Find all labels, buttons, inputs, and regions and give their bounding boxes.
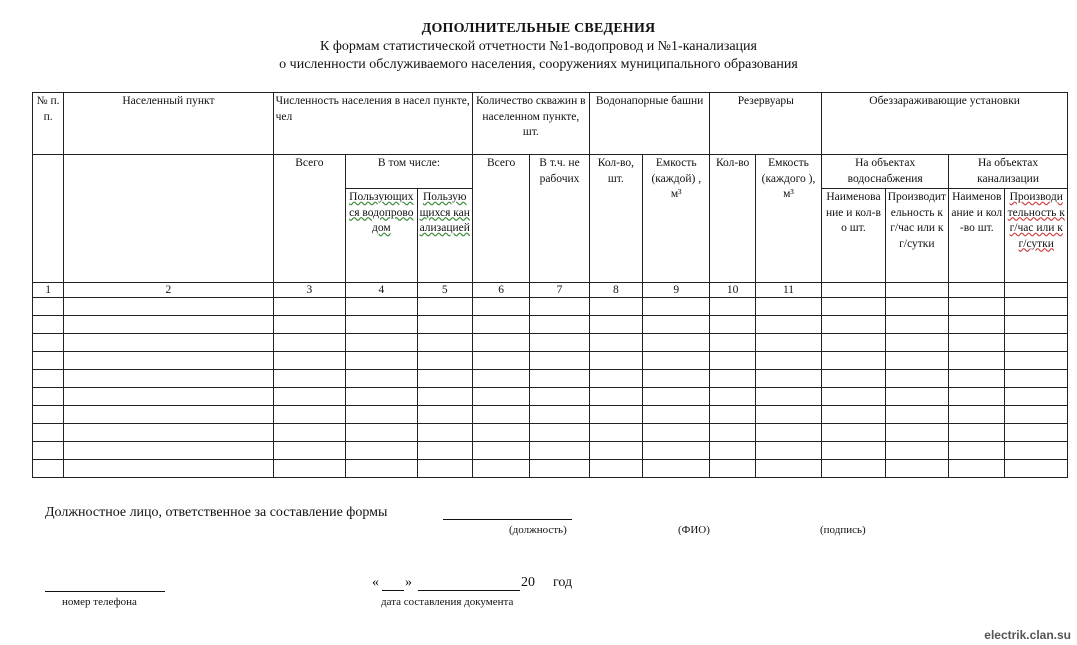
table-cell[interactable] [643, 298, 710, 316]
table-cell[interactable] [822, 352, 885, 370]
name-label: (ФИО) [678, 524, 710, 536]
header-disinfection: Обеззараживающие установки [822, 93, 1068, 155]
table-cell[interactable] [417, 460, 472, 478]
table-cell[interactable] [589, 316, 642, 334]
table-cell[interactable] [1005, 388, 1068, 406]
table-cell[interactable] [755, 334, 821, 352]
table-cell[interactable] [643, 460, 710, 478]
table-cell[interactable] [33, 298, 64, 316]
table-cell[interactable] [530, 334, 589, 352]
table-cell[interactable] [33, 406, 64, 424]
column-number: 6 [472, 283, 529, 298]
table-cell[interactable] [589, 406, 642, 424]
table-cell[interactable] [643, 388, 710, 406]
form-title: ДОПОЛНИТЕЛЬНЫЕ СВЕДЕНИЯ [421, 21, 656, 36]
header-sewer-users-text: Пользующихся канализацией [419, 191, 470, 234]
table-cell[interactable] [530, 424, 589, 442]
table-cell[interactable] [472, 460, 529, 478]
column-number-row [33, 283, 1068, 298]
table-cell[interactable] [949, 370, 1005, 388]
table-cell[interactable] [885, 370, 948, 388]
header-population-text: Численность населения в насел пункте, чел [275, 95, 470, 123]
table-cell[interactable] [589, 298, 642, 316]
table-cell[interactable] [643, 424, 710, 442]
table-cell[interactable] [710, 370, 755, 388]
table-cell[interactable] [822, 298, 885, 316]
table-cell[interactable] [346, 460, 417, 478]
column-number-empty [822, 283, 885, 298]
table-cell[interactable] [949, 388, 1005, 406]
table-cell[interactable] [822, 424, 885, 442]
header-number-cont [33, 155, 64, 283]
table-cell[interactable] [589, 334, 642, 352]
table-cell[interactable] [949, 442, 1005, 460]
table-cell[interactable] [417, 424, 472, 442]
table-cell[interactable] [589, 442, 642, 460]
table-cell[interactable] [710, 352, 755, 370]
table-cell[interactable] [346, 352, 417, 370]
table-cell[interactable] [755, 460, 821, 478]
table-cell[interactable] [273, 298, 345, 316]
header-not-working: В т.ч. не рабочих [530, 155, 589, 283]
header-towers-capacity: Емкость (каждой) , м³ [643, 155, 710, 283]
header-capacity-sewer-text: Производительность кг/час или кг/сутки [1007, 191, 1065, 250]
table-cell[interactable] [755, 316, 821, 334]
table-cell[interactable] [755, 406, 821, 424]
table-cell[interactable] [755, 388, 821, 406]
table-cell[interactable] [643, 316, 710, 334]
table-cell[interactable] [33, 352, 64, 370]
official-label: Должностное лицо, ответственное за составление формы [45, 505, 388, 520]
table-cell[interactable] [33, 370, 64, 388]
table-cell[interactable] [949, 406, 1005, 424]
table-cell[interactable] [64, 388, 273, 406]
statistics-table [32, 92, 1068, 478]
header-pop-total: Всего [273, 155, 345, 283]
table-cell[interactable] [885, 316, 948, 334]
table-cell[interactable] [643, 406, 710, 424]
table-cell[interactable] [1005, 370, 1068, 388]
table-cell[interactable] [64, 424, 273, 442]
column-number: 5 [417, 283, 472, 298]
header-reservoirs: Резервуары [710, 93, 822, 155]
watermark: electrik.clan.su [984, 628, 1071, 642]
table-cell[interactable] [64, 460, 273, 478]
form-subtitle-1: К формам статистической отчетности №1-водопровод и №1-канализация [320, 39, 757, 54]
table-cell[interactable] [1005, 334, 1068, 352]
date-open-quote: « [372, 575, 379, 590]
table-cell[interactable] [755, 424, 821, 442]
table-cell[interactable] [885, 352, 948, 370]
table-cell[interactable] [589, 460, 642, 478]
table-cell[interactable] [822, 316, 885, 334]
table-row [33, 370, 1068, 388]
table-cell[interactable] [530, 298, 589, 316]
table-cell[interactable] [530, 442, 589, 460]
column-number: 7 [530, 283, 589, 298]
table-cell[interactable] [417, 316, 472, 334]
table-cell[interactable] [1005, 352, 1068, 370]
header-sewer-objects: На объектах канализации [949, 155, 1068, 189]
table-cell[interactable] [885, 442, 948, 460]
table-cell[interactable] [273, 388, 345, 406]
table-cell[interactable] [710, 334, 755, 352]
header-towers: Водонапорные башни [589, 93, 710, 155]
table-cell[interactable] [64, 370, 273, 388]
table-cell[interactable] [33, 442, 64, 460]
column-number: 10 [710, 283, 755, 298]
table-cell[interactable] [710, 298, 755, 316]
table-cell[interactable] [885, 334, 948, 352]
table-cell[interactable] [755, 370, 821, 388]
table-cell[interactable] [885, 460, 948, 478]
year-suffix: год [553, 575, 573, 590]
column-number: 2 [64, 283, 273, 298]
header-water-objects: На объектах водоснабжения [822, 155, 949, 189]
table-cell[interactable] [346, 370, 417, 388]
table-cell[interactable] [33, 334, 64, 352]
table-cell[interactable] [33, 424, 64, 442]
table-cell[interactable] [64, 334, 273, 352]
header-sewer-users [417, 189, 472, 283]
header-res-capacity: Емкость (каждого ), м³ [755, 155, 821, 283]
header-settlement-cont [64, 155, 273, 283]
header-name-qty-water: Наименование и кол-во шт. [822, 189, 885, 283]
table-cell[interactable] [417, 334, 472, 352]
data-rows [33, 298, 1068, 478]
table-cell[interactable] [33, 316, 64, 334]
phone-label: номер телефона [62, 596, 137, 608]
table-row [33, 442, 1068, 460]
header-capacity-sewer [1005, 189, 1068, 283]
table-cell[interactable] [1005, 406, 1068, 424]
table-cell[interactable] [33, 388, 64, 406]
header-wells-total: Всего [472, 155, 529, 283]
table-cell[interactable] [472, 406, 529, 424]
column-number-empty [949, 283, 1005, 298]
table-cell[interactable] [472, 442, 529, 460]
table-row [33, 298, 1068, 316]
table-cell[interactable] [949, 334, 1005, 352]
header-settlement: Населенный пункт [64, 93, 273, 155]
table-cell[interactable] [885, 298, 948, 316]
table-row [33, 406, 1068, 424]
header-water-users-text: Пользующихся водопроводом [349, 191, 414, 234]
table-cell[interactable] [417, 406, 472, 424]
table-row [33, 352, 1068, 370]
header-name-qty-sewer: Наименование и кол-во шт. [949, 189, 1005, 283]
table-cell[interactable] [417, 298, 472, 316]
table-cell[interactable] [417, 442, 472, 460]
table-cell[interactable] [885, 406, 948, 424]
table-row [33, 424, 1068, 442]
table-cell[interactable] [417, 370, 472, 388]
table-cell[interactable] [273, 334, 345, 352]
table-cell[interactable] [472, 370, 529, 388]
header-capacity-water: Производительность кг/час или кг/сутки [885, 189, 948, 283]
table-cell[interactable] [885, 424, 948, 442]
table-cell[interactable] [273, 316, 345, 334]
table-cell[interactable] [530, 370, 589, 388]
table-cell[interactable] [472, 352, 529, 370]
table-cell[interactable] [949, 298, 1005, 316]
table-cell[interactable] [643, 442, 710, 460]
table-cell[interactable] [530, 352, 589, 370]
column-number: 9 [643, 283, 710, 298]
table-row [33, 316, 1068, 334]
table-cell[interactable] [346, 424, 417, 442]
position-label: (должность) [509, 524, 567, 536]
table-cell[interactable] [33, 460, 64, 478]
table-cell[interactable] [472, 424, 529, 442]
table-cell[interactable] [1005, 442, 1068, 460]
column-number: 4 [346, 283, 417, 298]
phone-line[interactable] [45, 575, 165, 592]
table-cell[interactable] [472, 388, 529, 406]
header-number: № п. п. [33, 93, 64, 155]
table-cell[interactable] [710, 406, 755, 424]
table-cell[interactable] [885, 388, 948, 406]
date-label: дата составления документа [381, 596, 514, 608]
column-number: 1 [33, 283, 64, 298]
header-including: В том числе: [346, 155, 473, 189]
table-cell[interactable] [949, 460, 1005, 478]
month-line[interactable] [418, 575, 520, 591]
table-cell[interactable] [530, 316, 589, 334]
table-cell[interactable] [1005, 316, 1068, 334]
column-number: 8 [589, 283, 642, 298]
table-cell[interactable] [710, 424, 755, 442]
table-cell[interactable] [346, 298, 417, 316]
table-cell[interactable] [346, 334, 417, 352]
table-cell[interactable] [822, 388, 885, 406]
table-cell[interactable] [710, 442, 755, 460]
column-number: 11 [755, 283, 821, 298]
table-cell[interactable] [710, 460, 755, 478]
table-cell[interactable] [949, 424, 1005, 442]
form-subtitle-2: о численности обслуживаемого населения, сооружениях муниципального образования [279, 57, 798, 72]
table-cell[interactable] [822, 442, 885, 460]
table-cell[interactable] [589, 388, 642, 406]
position-line[interactable] [443, 503, 572, 520]
column-number: 3 [273, 283, 345, 298]
table-cell[interactable] [64, 316, 273, 334]
table-cell[interactable] [822, 406, 885, 424]
table-cell[interactable] [755, 352, 821, 370]
table-cell[interactable] [755, 298, 821, 316]
table-row [33, 334, 1068, 352]
table-cell[interactable] [710, 388, 755, 406]
signature-label: (подпись) [820, 524, 866, 536]
table-cell[interactable] [472, 298, 529, 316]
table-cell[interactable] [64, 298, 273, 316]
table-cell[interactable] [589, 424, 642, 442]
table-cell[interactable] [64, 406, 273, 424]
table-cell[interactable] [643, 370, 710, 388]
table-cell[interactable] [273, 442, 345, 460]
table-cell[interactable] [417, 352, 472, 370]
table-cell[interactable] [589, 352, 642, 370]
date-close-quote: » [405, 575, 412, 590]
table-cell[interactable] [710, 316, 755, 334]
table-cell[interactable] [273, 460, 345, 478]
header-water-users [346, 189, 417, 283]
column-number-empty [885, 283, 948, 298]
table-cell[interactable] [1005, 424, 1068, 442]
table-cell[interactable] [273, 370, 345, 388]
table-cell[interactable] [949, 352, 1005, 370]
table-row [33, 460, 1068, 478]
header-towers-qty: Кол-во, шт. [589, 155, 642, 283]
table-cell[interactable] [472, 316, 529, 334]
header-wells: Количество скважин в населенном пункте, шт. [472, 93, 589, 155]
table-cell[interactable] [822, 370, 885, 388]
table-row [33, 388, 1068, 406]
table-cell[interactable] [273, 424, 345, 442]
table-cell[interactable] [822, 334, 885, 352]
table-cell[interactable] [64, 352, 273, 370]
day-line[interactable] [382, 575, 404, 591]
table-cell[interactable] [346, 442, 417, 460]
table-cell[interactable] [589, 370, 642, 388]
table-cell[interactable] [949, 316, 1005, 334]
table-cell[interactable] [1005, 460, 1068, 478]
table-cell[interactable] [1005, 298, 1068, 316]
header-population [273, 93, 472, 155]
table-cell[interactable] [530, 460, 589, 478]
table-cell[interactable] [643, 334, 710, 352]
table-cell[interactable] [472, 334, 529, 352]
table-cell[interactable] [64, 442, 273, 460]
table-cell[interactable] [417, 388, 472, 406]
table-cell[interactable] [346, 388, 417, 406]
table-cell[interactable] [273, 406, 345, 424]
column-number-empty [1005, 283, 1068, 298]
table-cell[interactable] [755, 442, 821, 460]
table-cell[interactable] [273, 352, 345, 370]
header-res-qty: Кол-во [710, 155, 755, 283]
table-cell[interactable] [643, 352, 710, 370]
year-prefix: 20 [521, 575, 535, 590]
table-cell[interactable] [346, 316, 417, 334]
table-cell[interactable] [822, 460, 885, 478]
table-cell[interactable] [530, 406, 589, 424]
table-cell[interactable] [530, 388, 589, 406]
table-cell[interactable] [346, 406, 417, 424]
